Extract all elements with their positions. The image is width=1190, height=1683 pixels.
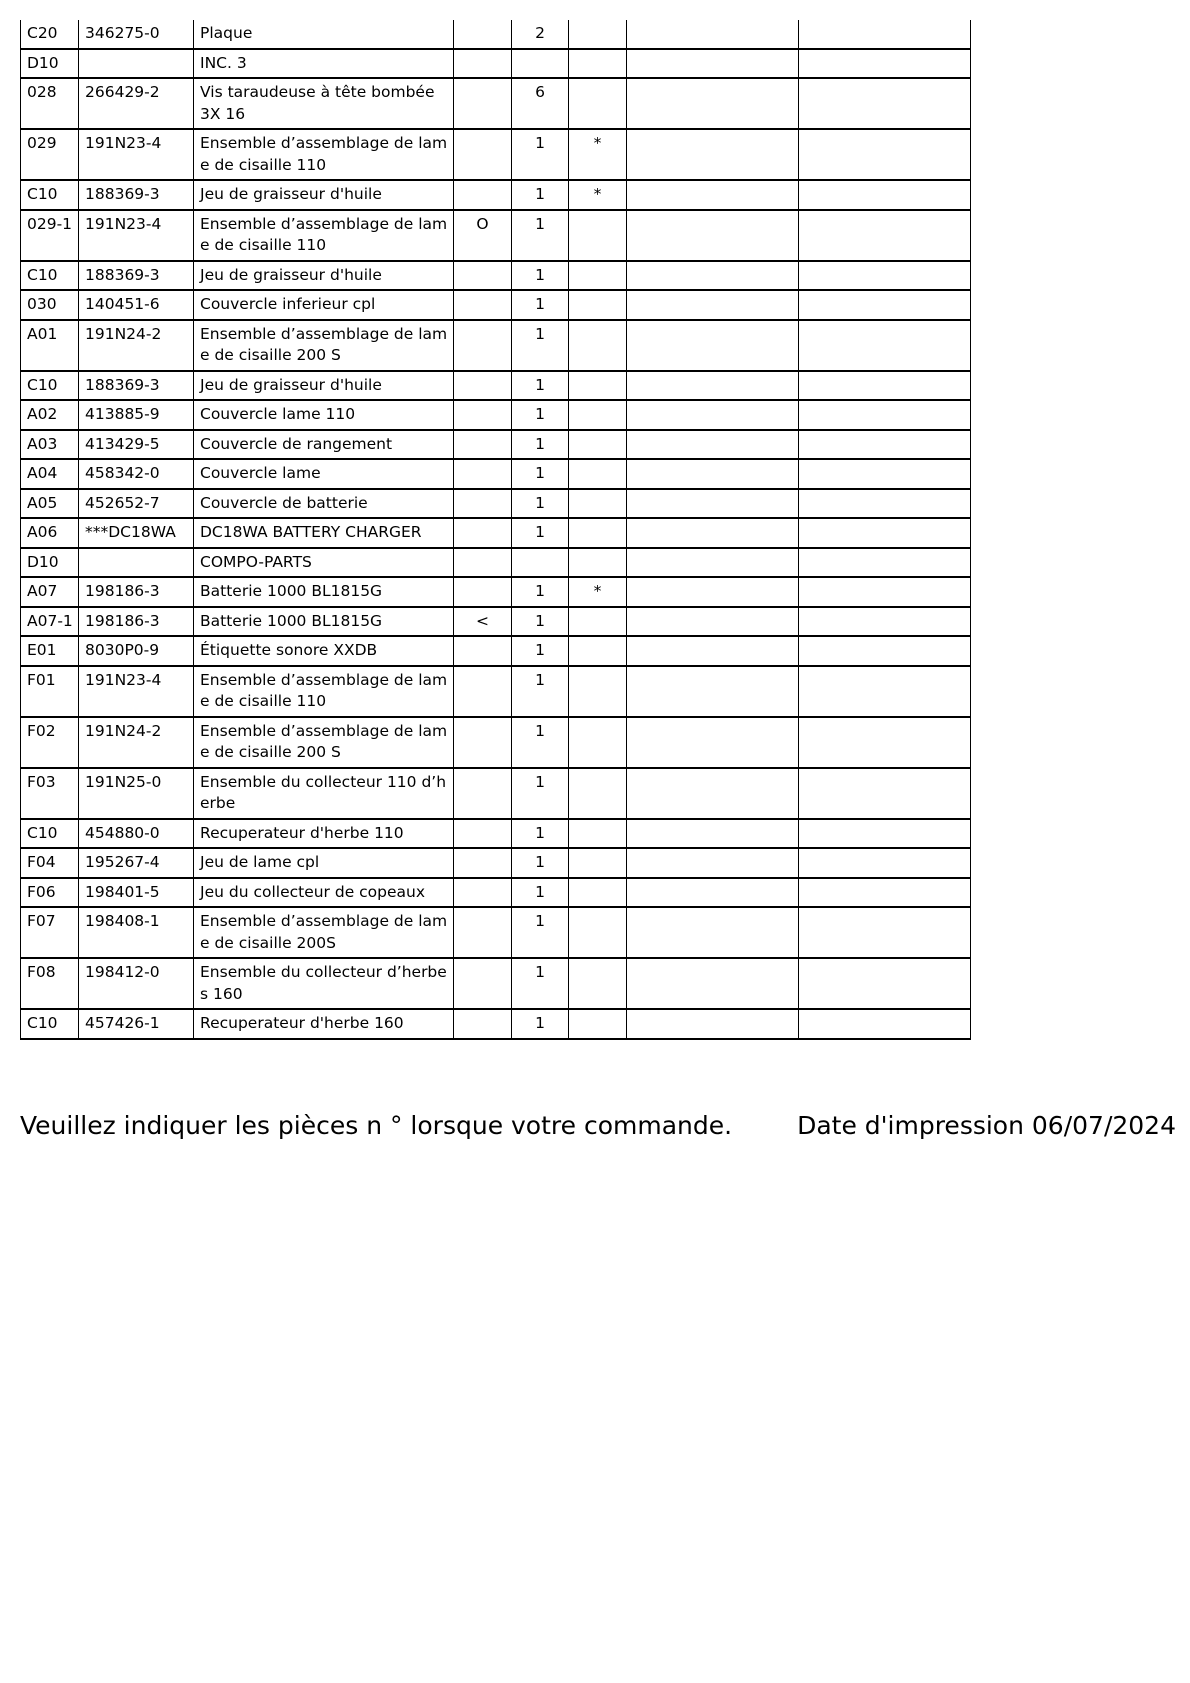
ref-cell: F02 — [21, 717, 79, 768]
note-cell-1 — [627, 907, 799, 958]
note-cell-2 — [799, 768, 971, 819]
quantity-cell: 1 — [512, 607, 569, 637]
note-cell-2 — [799, 607, 971, 637]
part-number-cell: 198186-3 — [79, 607, 194, 637]
ref-cell: A02 — [21, 400, 79, 430]
part-number-cell — [79, 49, 194, 79]
quantity-cell: 1 — [512, 430, 569, 460]
option-cell — [454, 78, 512, 129]
quantity-cell: 1 — [512, 320, 569, 371]
mark-cell — [569, 607, 627, 637]
note-cell-2 — [799, 430, 971, 460]
note-cell-2 — [799, 958, 971, 1009]
quantity-cell: 1 — [512, 459, 569, 489]
table-row — [21, 261, 971, 291]
mark-cell — [569, 768, 627, 819]
description-cell: Ensemble d’assemblage de lame de cisaille 200 S — [194, 717, 454, 768]
quantity-cell: 1 — [512, 129, 569, 180]
mark-cell — [569, 636, 627, 666]
note-cell-2 — [799, 129, 971, 180]
part-number-cell: 457426-1 — [79, 1009, 194, 1039]
note-cell-1 — [627, 210, 799, 261]
note-cell-2 — [799, 577, 971, 607]
note-cell-1 — [627, 819, 799, 849]
note-cell-2 — [799, 717, 971, 768]
part-number-cell: 8030P0-9 — [79, 636, 194, 666]
option-cell — [454, 20, 512, 49]
option-cell — [454, 400, 512, 430]
part-number-cell: 191N25-0 — [79, 768, 194, 819]
note-cell-1 — [627, 636, 799, 666]
description-cell: Jeu du collecteur de copeaux — [194, 878, 454, 908]
option-cell — [454, 548, 512, 578]
option-cell — [454, 848, 512, 878]
quantity-cell: 1 — [512, 878, 569, 908]
description-cell: Plaque — [194, 20, 454, 49]
mark-cell — [569, 49, 627, 79]
note-cell-1 — [627, 768, 799, 819]
note-cell-2 — [799, 848, 971, 878]
note-cell-1 — [627, 400, 799, 430]
ref-cell: C10 — [21, 261, 79, 291]
mark-cell — [569, 878, 627, 908]
ref-cell: A06 — [21, 518, 79, 548]
option-cell — [454, 290, 512, 320]
description-cell: Étiquette sonore XXDB — [194, 636, 454, 666]
mark-cell — [569, 290, 627, 320]
footer-note: Veuillez indiquer les pièces n ° lorsque votre commande. — [20, 1111, 733, 1140]
part-number-cell: 346275-0 — [79, 20, 194, 49]
mark-cell — [569, 548, 627, 578]
note-cell-2 — [799, 78, 971, 129]
table-row — [21, 548, 971, 578]
quantity-cell — [512, 49, 569, 79]
ref-cell: F08 — [21, 958, 79, 1009]
table-row — [21, 20, 971, 49]
part-number-cell: 195267-4 — [79, 848, 194, 878]
table-row — [21, 290, 971, 320]
note-cell-1 — [627, 78, 799, 129]
quantity-cell: 1 — [512, 848, 569, 878]
description-cell: Ensemble d’assemblage de lame de cisaille 110 — [194, 129, 454, 180]
quantity-cell: 1 — [512, 400, 569, 430]
part-number-cell: 413429-5 — [79, 430, 194, 460]
quantity-cell: 1 — [512, 666, 569, 717]
mark-cell — [569, 261, 627, 291]
part-number-cell: 191N23-4 — [79, 210, 194, 261]
mark-cell — [569, 320, 627, 371]
table-row — [21, 459, 971, 489]
note-cell-1 — [627, 459, 799, 489]
note-cell-2 — [799, 548, 971, 578]
option-cell — [454, 819, 512, 849]
mark-cell — [569, 819, 627, 849]
option-cell — [454, 1009, 512, 1039]
quantity-cell: 1 — [512, 717, 569, 768]
part-number-cell: 266429-2 — [79, 78, 194, 129]
table-row — [21, 577, 971, 607]
ref-cell: 030 — [21, 290, 79, 320]
note-cell-1 — [627, 518, 799, 548]
description-cell: Jeu de lame cpl — [194, 848, 454, 878]
ref-cell: 028 — [21, 78, 79, 129]
option-cell — [454, 717, 512, 768]
mark-cell — [569, 459, 627, 489]
note-cell-2 — [799, 489, 971, 519]
ref-cell: F03 — [21, 768, 79, 819]
ref-cell: A07 — [21, 577, 79, 607]
part-number-cell: 191N23-4 — [79, 129, 194, 180]
ref-cell: A07-1 — [21, 607, 79, 637]
note-cell-1 — [627, 261, 799, 291]
note-cell-2 — [799, 907, 971, 958]
mark-cell — [569, 666, 627, 717]
description-cell: Jeu de graisseur d'huile — [194, 371, 454, 401]
table-row — [21, 210, 971, 261]
table-row — [21, 129, 971, 180]
part-number-cell: 198186-3 — [79, 577, 194, 607]
table-row — [21, 607, 971, 637]
description-cell: Ensemble d’assemblage de lame de cisaille 200S — [194, 907, 454, 958]
ref-cell: F01 — [21, 666, 79, 717]
note-cell-1 — [627, 848, 799, 878]
table-row — [21, 430, 971, 460]
note-cell-2 — [799, 878, 971, 908]
table-row — [21, 1009, 971, 1039]
ref-cell: D10 — [21, 548, 79, 578]
table-row — [21, 180, 971, 210]
note-cell-1 — [627, 607, 799, 637]
part-number-cell: ***DC18WA — [79, 518, 194, 548]
quantity-cell: 1 — [512, 768, 569, 819]
description-cell: Ensemble d’assemblage de lame de cisaille 110 — [194, 210, 454, 261]
note-cell-2 — [799, 371, 971, 401]
note-cell-1 — [627, 958, 799, 1009]
table-row — [21, 78, 971, 129]
ref-cell: C10 — [21, 180, 79, 210]
note-cell-1 — [627, 577, 799, 607]
note-cell-1 — [627, 180, 799, 210]
option-cell — [454, 518, 512, 548]
note-cell-1 — [627, 49, 799, 79]
table-row — [21, 400, 971, 430]
description-cell: DC18WA BATTERY CHARGER — [194, 518, 454, 548]
part-number-cell: 191N23-4 — [79, 666, 194, 717]
description-cell: COMPO-PARTS — [194, 548, 454, 578]
ref-cell: D10 — [21, 49, 79, 79]
mark-cell — [569, 848, 627, 878]
quantity-cell: 1 — [512, 210, 569, 261]
part-number-cell: 452652-7 — [79, 489, 194, 519]
quantity-cell: 1 — [512, 636, 569, 666]
note-cell-1 — [627, 1009, 799, 1039]
note-cell-2 — [799, 49, 971, 79]
part-number-cell: 198412-0 — [79, 958, 194, 1009]
table-row — [21, 518, 971, 548]
quantity-cell: 1 — [512, 819, 569, 849]
ref-cell: F07 — [21, 907, 79, 958]
description-cell: Vis taraudeuse à tête bombée 3X 16 — [194, 78, 454, 129]
table-row — [21, 819, 971, 849]
note-cell-1 — [627, 878, 799, 908]
parts-table-body — [21, 20, 971, 1039]
ref-cell: C20 — [21, 20, 79, 49]
quantity-cell: 1 — [512, 371, 569, 401]
ref-cell: A04 — [21, 459, 79, 489]
ref-cell: A05 — [21, 489, 79, 519]
option-cell — [454, 577, 512, 607]
description-cell: Batterie 1000 BL1815G — [194, 607, 454, 637]
part-number-cell: 191N24-2 — [79, 320, 194, 371]
mark-cell: * — [569, 577, 627, 607]
description-cell: Jeu de graisseur d'huile — [194, 180, 454, 210]
option-cell — [454, 666, 512, 717]
description-cell: Recuperateur d'herbe 110 — [194, 819, 454, 849]
quantity-cell: 1 — [512, 290, 569, 320]
table-row — [21, 489, 971, 519]
table-row — [21, 848, 971, 878]
option-cell — [454, 489, 512, 519]
note-cell-2 — [799, 636, 971, 666]
description-cell: Ensemble d’assemblage de lame de cisaille 110 — [194, 666, 454, 717]
ref-cell: F04 — [21, 848, 79, 878]
option-cell — [454, 320, 512, 371]
note-cell-1 — [627, 129, 799, 180]
option-cell — [454, 768, 512, 819]
table-row — [21, 907, 971, 958]
table-row — [21, 636, 971, 666]
description-cell: Couvercle de batterie — [194, 489, 454, 519]
note-cell-1 — [627, 290, 799, 320]
mark-cell — [569, 430, 627, 460]
part-number-cell: 191N24-2 — [79, 717, 194, 768]
note-cell-1 — [627, 666, 799, 717]
note-cell-1 — [627, 320, 799, 371]
description-cell: Batterie 1000 BL1815G — [194, 577, 454, 607]
quantity-cell: 1 — [512, 489, 569, 519]
option-cell — [454, 129, 512, 180]
quantity-cell: 1 — [512, 958, 569, 1009]
note-cell-1 — [627, 20, 799, 49]
description-cell: Recuperateur d'herbe 160 — [194, 1009, 454, 1039]
ref-cell: 029 — [21, 129, 79, 180]
note-cell-1 — [627, 548, 799, 578]
table-row — [21, 768, 971, 819]
mark-cell — [569, 400, 627, 430]
mark-cell — [569, 717, 627, 768]
mark-cell — [569, 518, 627, 548]
note-cell-1 — [627, 371, 799, 401]
ref-cell: A03 — [21, 430, 79, 460]
description-cell: Ensemble du collecteur d’herbes 160 — [194, 958, 454, 1009]
table-row — [21, 49, 971, 79]
mark-cell — [569, 371, 627, 401]
ref-cell: C10 — [21, 371, 79, 401]
note-cell-1 — [627, 717, 799, 768]
description-cell: INC. 3 — [194, 49, 454, 79]
description-cell: Couvercle lame 110 — [194, 400, 454, 430]
description-cell: Couvercle de rangement — [194, 430, 454, 460]
note-cell-2 — [799, 1009, 971, 1039]
option-cell — [454, 459, 512, 489]
part-number-cell: 198408-1 — [79, 907, 194, 958]
mark-cell: * — [569, 129, 627, 180]
table-row — [21, 958, 971, 1009]
part-number-cell: 413885-9 — [79, 400, 194, 430]
part-number-cell: 188369-3 — [79, 371, 194, 401]
part-number-cell: 454880-0 — [79, 819, 194, 849]
note-cell-2 — [799, 518, 971, 548]
description-cell: Ensemble du collecteur 110 d’herbe — [194, 768, 454, 819]
option-cell: < — [454, 607, 512, 637]
part-number-cell: 198401-5 — [79, 878, 194, 908]
note-cell-2 — [799, 459, 971, 489]
note-cell-2 — [799, 210, 971, 261]
ref-cell: C10 — [21, 1009, 79, 1039]
ref-cell: C10 — [21, 819, 79, 849]
note-cell-1 — [627, 489, 799, 519]
option-cell — [454, 958, 512, 1009]
note-cell-1 — [627, 430, 799, 460]
option-cell — [454, 907, 512, 958]
table-row — [21, 666, 971, 717]
part-number-cell: 458342-0 — [79, 459, 194, 489]
table-row — [21, 320, 971, 371]
description-cell: Ensemble d’assemblage de lame de cisaille 200 S — [194, 320, 454, 371]
quantity-cell: 1 — [512, 577, 569, 607]
description-cell: Couvercle lame — [194, 459, 454, 489]
part-number-cell: 188369-3 — [79, 180, 194, 210]
option-cell — [454, 430, 512, 460]
parts-table — [20, 20, 971, 1040]
note-cell-2 — [799, 320, 971, 371]
part-number-cell — [79, 548, 194, 578]
quantity-cell — [512, 548, 569, 578]
note-cell-2 — [799, 20, 971, 49]
option-cell — [454, 371, 512, 401]
quantity-cell: 1 — [512, 1009, 569, 1039]
note-cell-2 — [799, 290, 971, 320]
option-cell — [454, 636, 512, 666]
option-cell — [454, 261, 512, 291]
quantity-cell: 6 — [512, 78, 569, 129]
option-cell — [454, 49, 512, 79]
quantity-cell: 1 — [512, 907, 569, 958]
option-cell — [454, 180, 512, 210]
table-row — [21, 717, 971, 768]
part-number-cell: 140451-6 — [79, 290, 194, 320]
quantity-cell: 1 — [512, 518, 569, 548]
note-cell-2 — [799, 666, 971, 717]
note-cell-2 — [799, 261, 971, 291]
mark-cell — [569, 210, 627, 261]
ref-cell: A01 — [21, 320, 79, 371]
table-row — [21, 878, 971, 908]
note-cell-2 — [799, 400, 971, 430]
mark-cell — [569, 907, 627, 958]
ref-cell: 029-1 — [21, 210, 79, 261]
mark-cell — [569, 958, 627, 1009]
option-cell: O — [454, 210, 512, 261]
part-number-cell: 188369-3 — [79, 261, 194, 291]
description-cell: Jeu de graisseur d'huile — [194, 261, 454, 291]
mark-cell — [569, 78, 627, 129]
quantity-cell: 1 — [512, 180, 569, 210]
note-cell-2 — [799, 180, 971, 210]
option-cell — [454, 878, 512, 908]
description-cell: Couvercle inferieur cpl — [194, 290, 454, 320]
mark-cell — [569, 1009, 627, 1039]
mark-cell — [569, 489, 627, 519]
ref-cell: F06 — [21, 878, 79, 908]
note-cell-2 — [799, 819, 971, 849]
mark-cell — [569, 20, 627, 49]
mark-cell: * — [569, 180, 627, 210]
table-row — [21, 371, 971, 401]
ref-cell: E01 — [21, 636, 79, 666]
quantity-cell: 1 — [512, 261, 569, 291]
quantity-cell: 2 — [512, 20, 569, 49]
print-date: Date d'impression 06/07/2024 — [797, 1111, 1176, 1140]
